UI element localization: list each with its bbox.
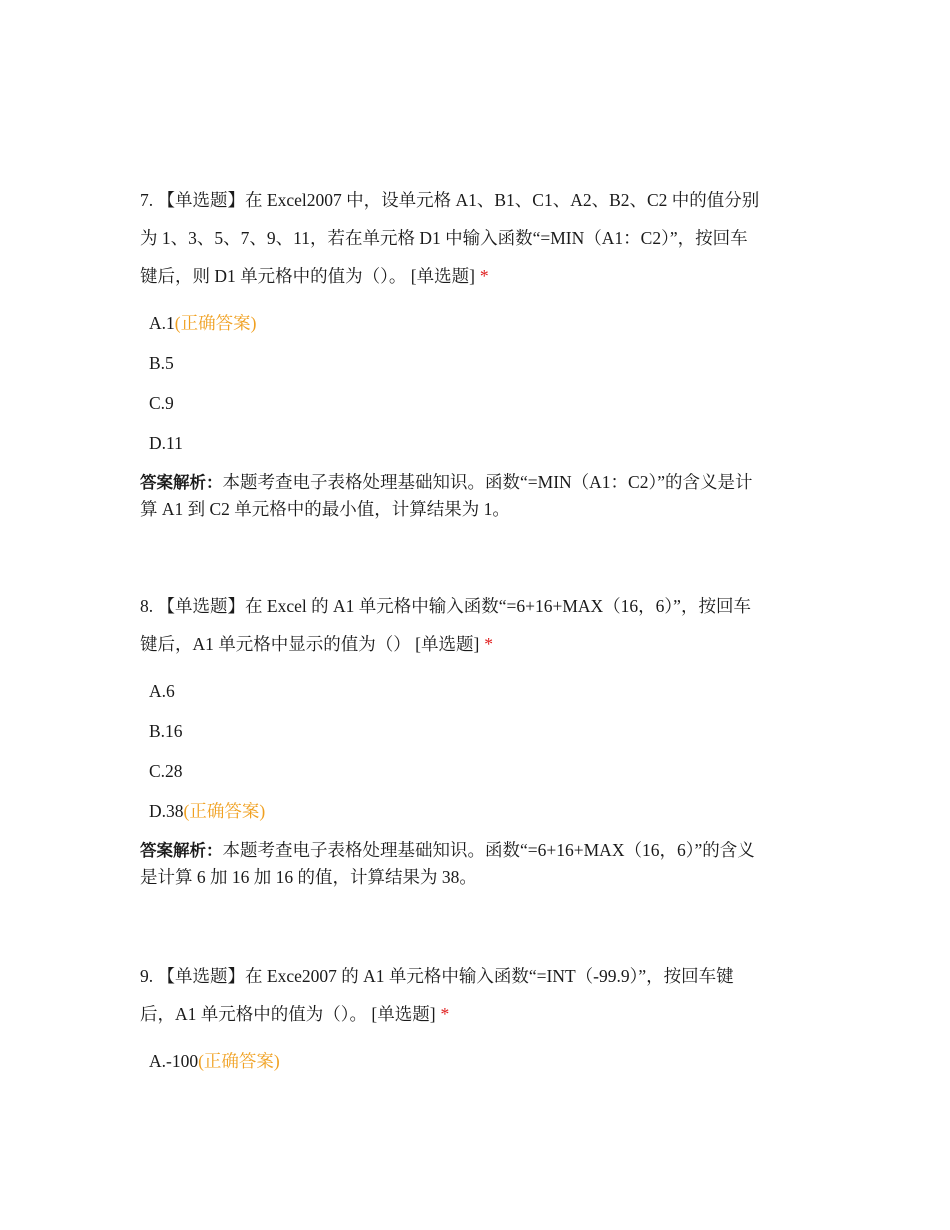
question-text-line: 为 1、3、5、7、9、11，若在单元格 D1 中输入函数“=MIN（A1：C2）”，按回车 — [140, 228, 748, 248]
analysis-label: 答案解析： — [140, 473, 223, 492]
analysis-label: 答案解析： — [140, 841, 223, 860]
correct-answer-tag: (正确答案) — [198, 1051, 280, 1071]
option-d[interactable]: D.11 — [149, 433, 183, 453]
question-text-line: 7. 【单选题】在 Excel2007 中，设单元格 A1、B1、C1、A2、B2、C2 中的值分别 — [140, 190, 760, 210]
option-a[interactable]: A.6 — [149, 681, 175, 701]
required-mark: * — [479, 266, 489, 286]
required-mark: * — [484, 634, 494, 654]
question-text-line: 键后，则 D1 单元格中的值为（）。 [单选题] * — [140, 266, 489, 286]
option-a[interactable]: A.1(正确答案) — [149, 313, 257, 333]
question-text-line: 后，A1 单元格中的值为（）。 [单选题] * — [140, 1004, 450, 1024]
question-text-line: 键后，A1 单元格中显示的值为（） [单选题] * — [140, 634, 494, 654]
question-text-line: 8. 【单选题】在 Excel 的 A1 单元格中输入函数“=6+16+MAX（16，6）”，按回车 — [140, 596, 751, 616]
option-c[interactable]: C.28 — [149, 761, 183, 781]
correct-answer-tag: (正确答案) — [174, 313, 257, 333]
option-b[interactable]: B.5 — [149, 353, 174, 373]
option-b[interactable]: B.16 — [149, 721, 183, 741]
option-d[interactable]: D.38(正确答案) — [149, 801, 266, 821]
required-mark: * — [440, 1004, 450, 1024]
question-text-line: 9. 【单选题】在 Exce2007 的 A1 单元格中输入函数“=INT（-99.9）”，按回车键 — [140, 966, 734, 986]
option-c[interactable]: C.9 — [149, 393, 174, 413]
option-a[interactable]: A.-100(正确答案) — [149, 1051, 280, 1071]
answer-analysis: 答案解析：本题考查电子表格处理基础知识。函数“=6+16+MAX（16，6）”的含义 是计算 6 加 16 加 16 的值，计算结果为 38。 — [140, 840, 755, 887]
answer-analysis: 答案解析：本题考查电子表格处理基础知识。函数“=MIN（A1：C2）”的含义是计 算 A1 到 C2 单元格中的最小值，计算结果为 1。 — [140, 472, 753, 519]
correct-answer-tag: (正确答案) — [183, 801, 266, 821]
